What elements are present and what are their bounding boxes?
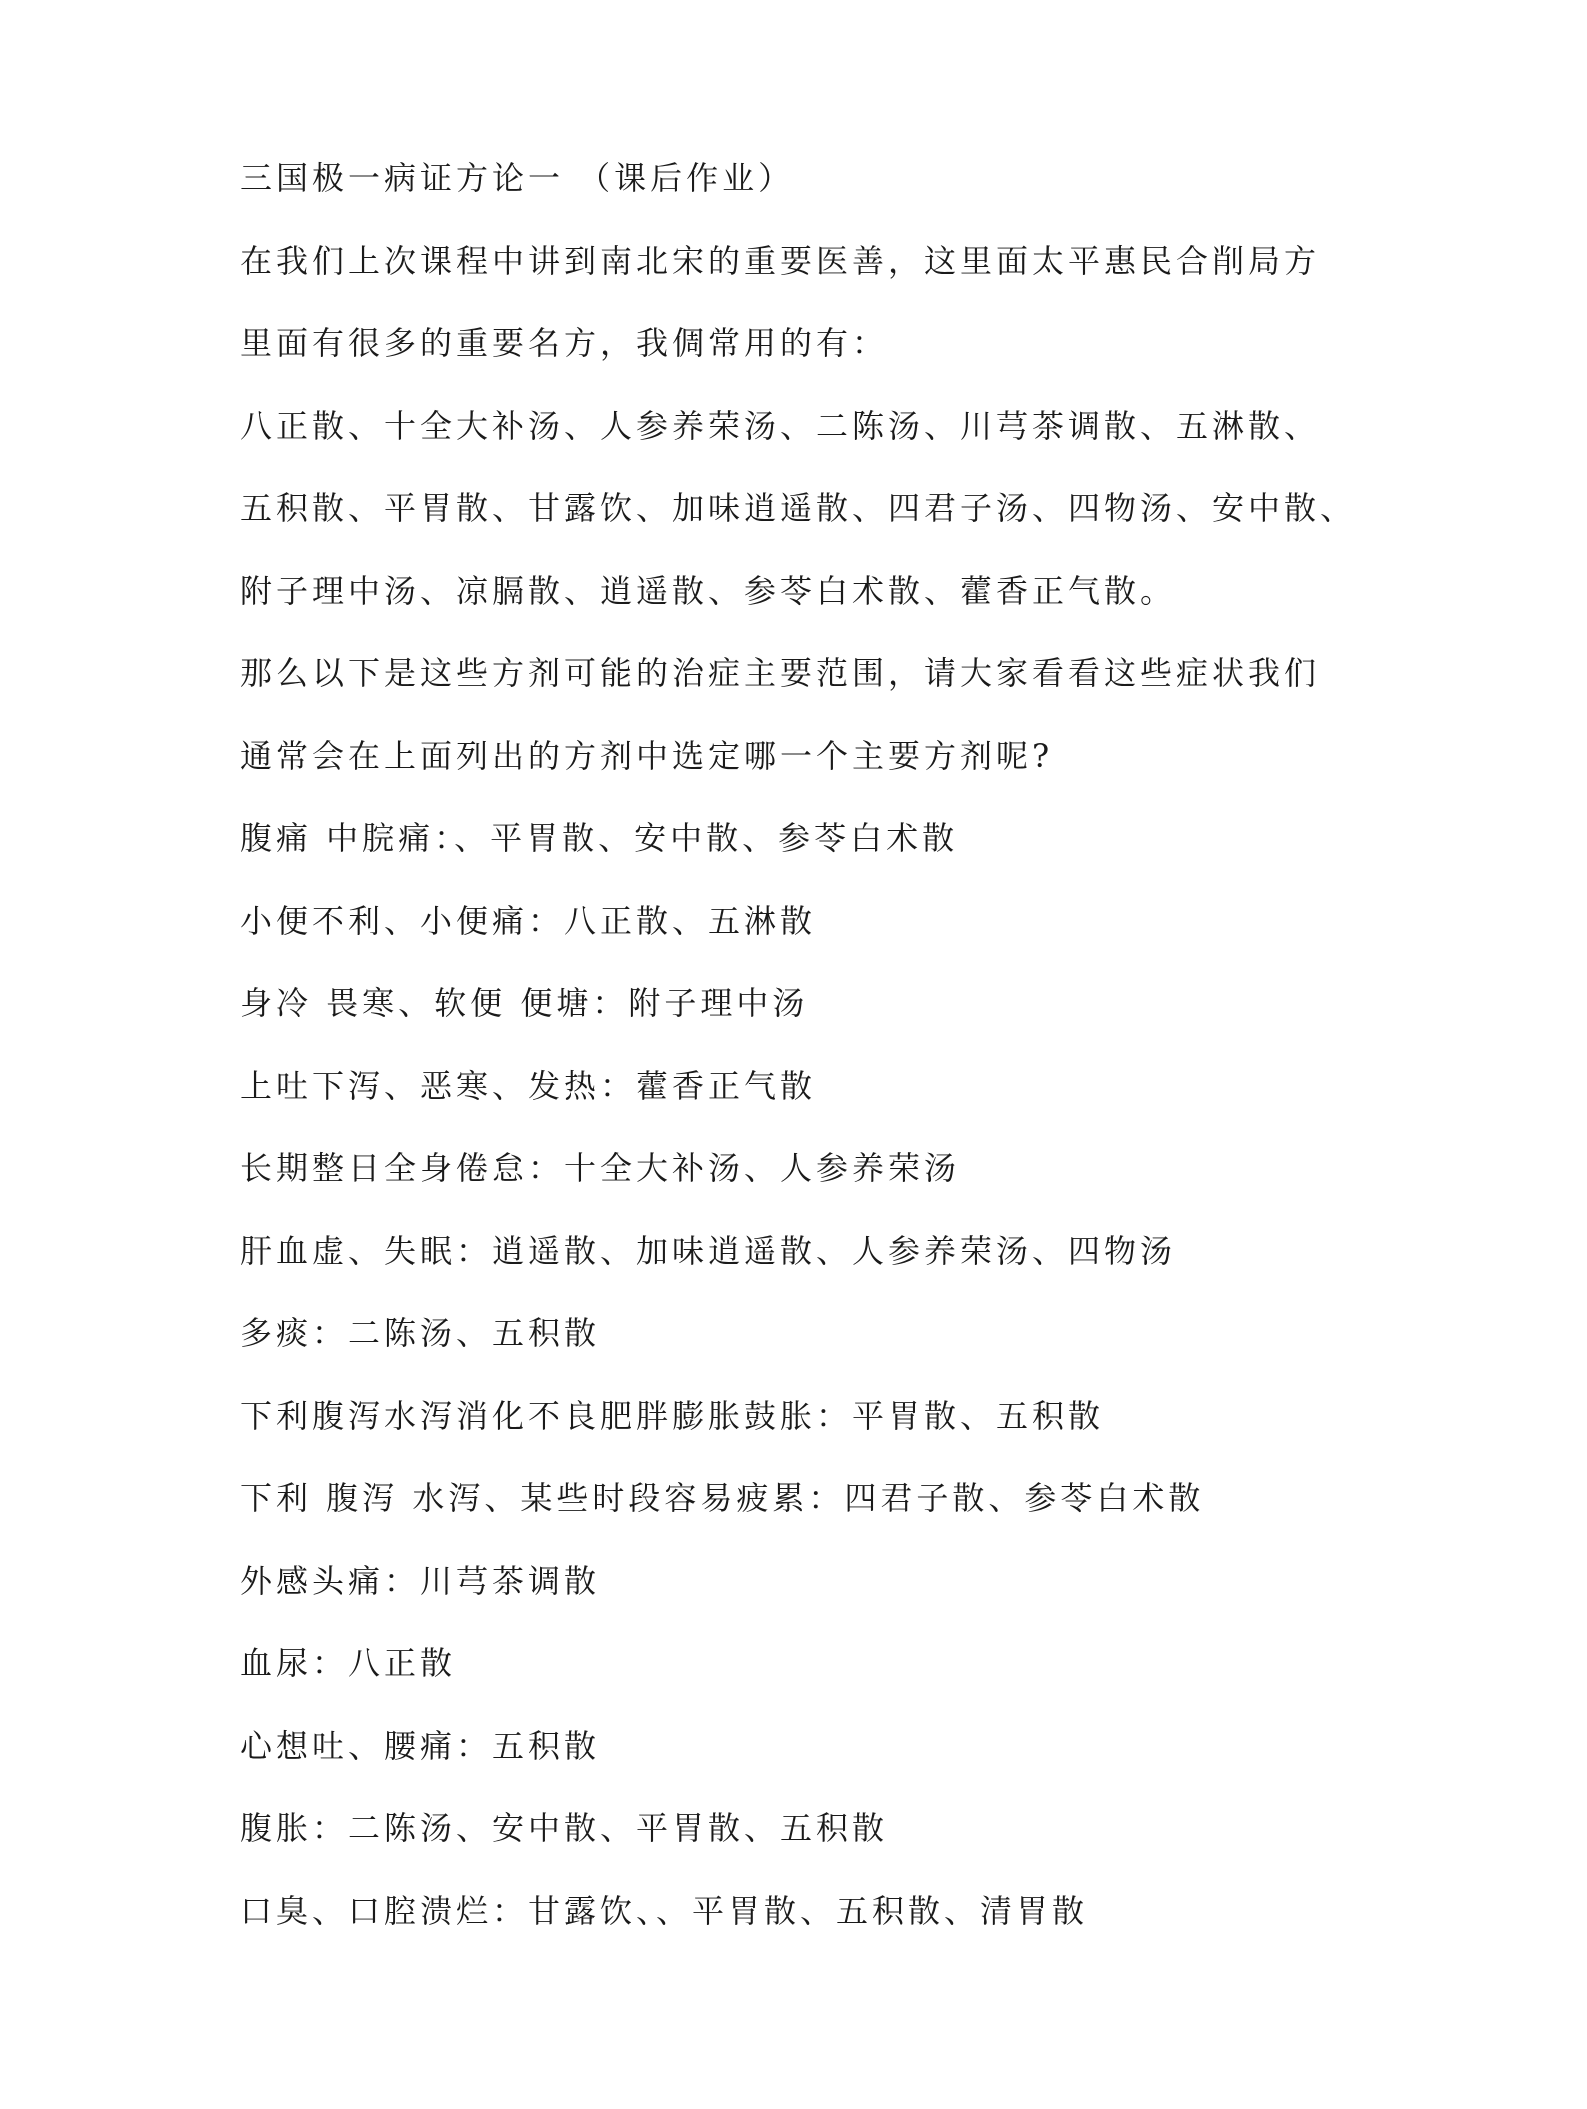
question-line: 通常会在上面列出的方剂中选定哪一个主要方剂呢? [240, 736, 1054, 775]
answer-line: 腹痛 中脘痛：、平胃散、安中散、参苓白术散 [240, 819, 959, 857]
answer-line: 心想吐、腰痛：五积散 [240, 1726, 601, 1765]
document-body [240, 148, 1357, 1963]
answer-line: 下利腹泻水泻消化不良肥胖膨胀鼓胀：平胃散、五积散 [240, 1396, 1105, 1435]
answer-line: 身冷 畏寒、软便 便塘：附子理中汤 [240, 984, 809, 1022]
question-line: 那么以下是这些方剂可能的治症主要范围，请大家看看这些症状我们 [240, 654, 1321, 692]
answer-line: 血尿：八正散 [240, 1644, 457, 1682]
answer-line: 腹胀：二陈汤、安中散、平胃散、五积散 [240, 1809, 889, 1847]
formula-list-line: 附子理中汤、凉膈散、逍遥散、参苓白术散、藿香正气散。 [240, 571, 1177, 610]
document-title: 三国极一病证方论一 （课后作业） [240, 159, 795, 197]
answer-line: 口臭、口腔溃烂：甘露饮、、平胃散、五积散、清胃散 [240, 1891, 1089, 1930]
answer-line: 上吐下泻、恶寒、发热：藿香正气散 [240, 1066, 817, 1105]
answer-line: 下利 腹泻 水泻、某些时段容易疲累：四君子散、参苓白术散 [240, 1479, 1205, 1517]
formula-list-line: 八正散、十全大补汤、人参养荣汤、二陈汤、川芎茶调散、五淋散、 [240, 406, 1321, 445]
answer-line: 长期整日全身倦怠：十全大补汤、人参养荣汤 [240, 1149, 961, 1187]
formula-list-line: 五积散、平胃散、甘露饮、加味逍遥散、四君子汤、四物汤、安中散、 [240, 489, 1357, 527]
answer-line: 小便不利、小便痛：八正散、五淋散 [240, 901, 817, 940]
answer-line: 肝血虚、失眠：逍遥散、加味逍遥散、人参养荣汤、四物汤 [240, 1231, 1177, 1270]
intro-line: 里面有很多的重要名方，我倜常用的有： [240, 324, 889, 362]
answer-line: 多痰：二陈汤、五积散 [240, 1314, 601, 1352]
intro-line: 在我们上次课程中讲到南北宋的重要医善，这里面太平惠民合削局方 [240, 241, 1321, 280]
answer-line: 外感头痛：川芎茶调散 [240, 1561, 601, 1600]
